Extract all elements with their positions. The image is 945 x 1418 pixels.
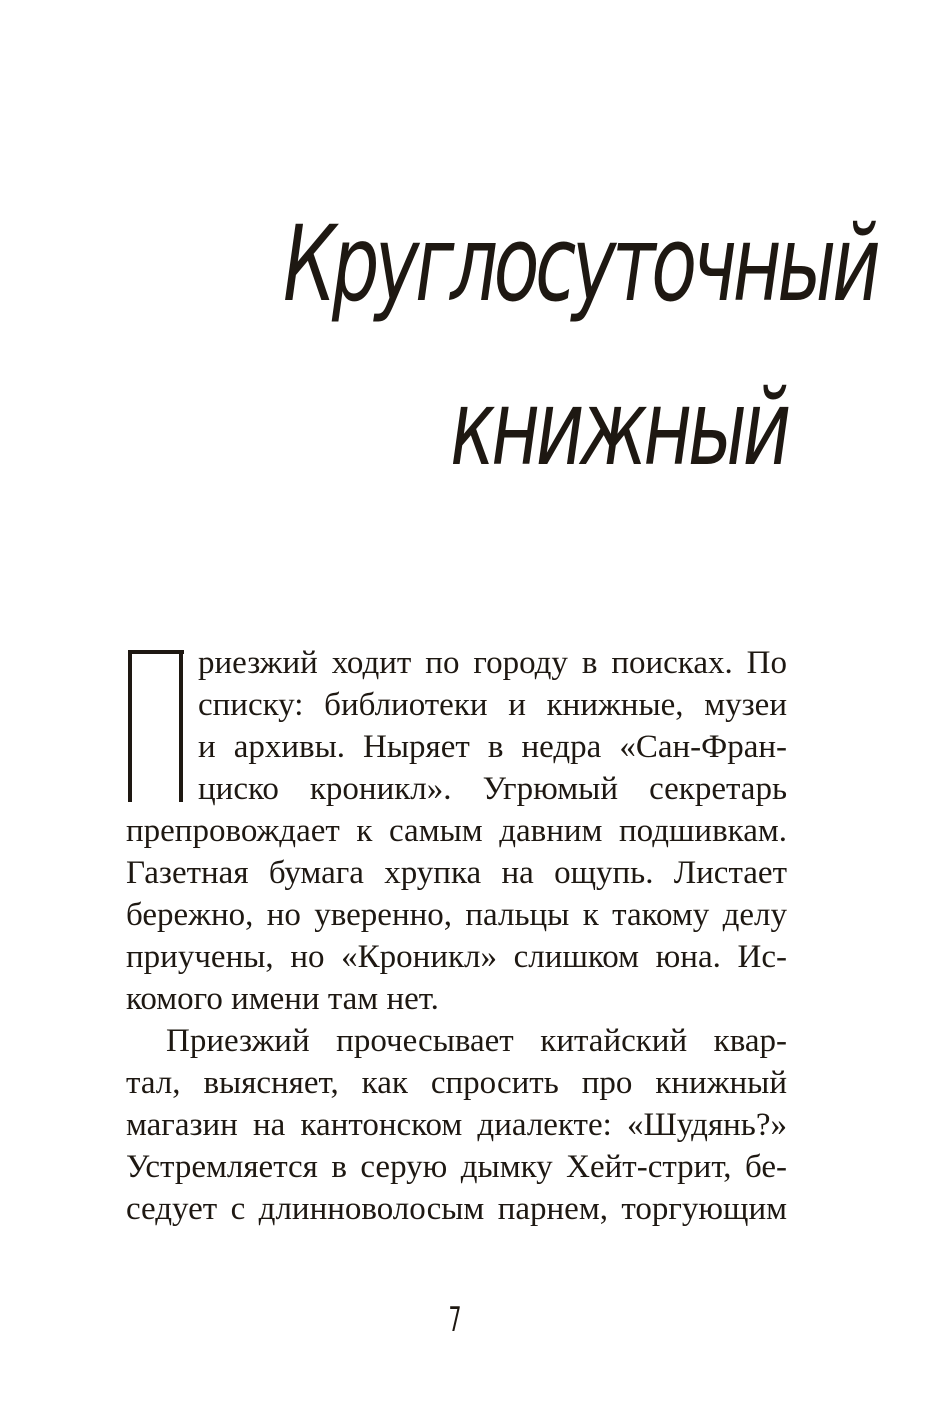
text-line: препровождает к самым давним подшивкам.	[126, 813, 787, 849]
text-line: и архивы. Ныряет в недра «Сан-Фран-	[198, 729, 787, 765]
text-line: комого имени там нет.	[126, 981, 439, 1017]
text-line: приучены, но «Кроникл» слишком юна. Ис-	[126, 939, 787, 975]
drop-cap	[126, 650, 184, 802]
chapter-title	[282, 182, 877, 510]
drop-cap-glyph	[126, 650, 184, 802]
text-line: Газетная бумага хрупка на ощупь. Листает	[126, 855, 787, 891]
body-text	[126, 642, 787, 1230]
page-number: 7	[448, 1300, 462, 1340]
paragraph-1	[126, 642, 787, 1020]
text-line: седует с длинноволосым парнем, торгующим	[126, 1191, 787, 1227]
chapter-title-line-2: книжный	[450, 367, 787, 489]
text-line: Приезжий прочесывает китайский квар-	[166, 1023, 787, 1059]
text-line: циско кроникл». Угрюмый секретарь	[198, 771, 787, 807]
text-line: риезжий ходит по городу в поисках. По	[198, 645, 787, 681]
text-line: Устремляется в серую дымку Хейт-стрит, бе-	[126, 1149, 787, 1185]
text-line: тал, выясняет, как спросить про книжный	[126, 1065, 787, 1101]
text-line: списку: библиотеки и книжные, музеи	[198, 687, 787, 723]
text-line: магазин на кантонском диалекте: «Шудянь?»	[126, 1107, 787, 1143]
paragraph-2	[126, 1020, 787, 1230]
chapter-title-line-1: Круглосуточный	[282, 203, 877, 325]
text-line: бережно, но уверенно, пальцы к такому делу	[126, 897, 787, 933]
